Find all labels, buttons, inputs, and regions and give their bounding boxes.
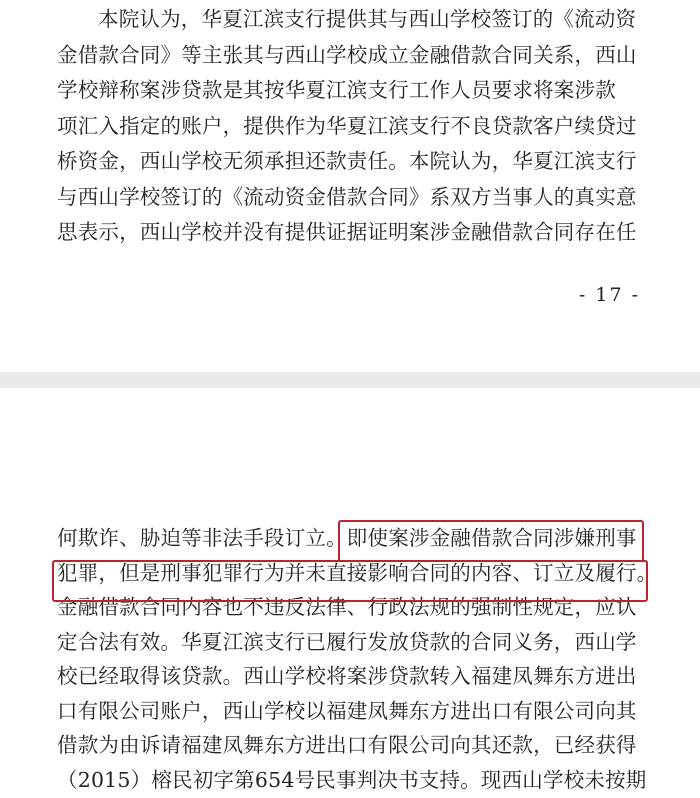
document-page-top bbox=[0, 0, 700, 372]
text-line: （2015）榕民初字第654号民事判决书支持。现西山学校未按期 bbox=[57, 767, 647, 792]
text-line: 金融借款合同内容也不违反法律、行政法规的强制性规定，应认 bbox=[57, 595, 637, 619]
text-line: 定合法有效。华夏江滨支行已履行发放贷款的合同义务，西山学 bbox=[57, 629, 637, 654]
text-line: 口有限公司账户，西山学校以福建凤舞东方进出口有限公司向其 bbox=[57, 698, 637, 723]
text-line: 思表示，西山学校并没有提供证据证明案涉金融借款合同存在任 bbox=[57, 220, 637, 244]
text-line: 金借款合同》等主张其与西山学校成立金融借款合同关系，西山 bbox=[57, 42, 637, 67]
text-line: 校已经取得该贷款。西山学校将案涉贷款转入福建凤舞东方进出 bbox=[57, 664, 637, 688]
text-line: 何欺诈、胁迫等非法手段订立。即使案涉金融借款合同涉嫌刑事 bbox=[57, 526, 637, 550]
page-number: - 17 - bbox=[578, 284, 640, 306]
text-line: 犯罪，但是刑事犯罪行为并未直接影响合同的内容、订立及履行。 bbox=[57, 560, 657, 585]
text-line: 借款为由诉请福建凤舞东方进出口有限公司向其还款，已经获得 bbox=[57, 733, 637, 757]
paragraph-bottom bbox=[57, 521, 657, 797]
text-line: 项汇入指定的账户，提供作为华夏江滨支行不良贷款客户续贷过 bbox=[57, 113, 637, 138]
text-line: 本院认为，华夏江滨支行提供其与西山学校签订的《流动资 bbox=[98, 7, 637, 31]
text-line: 桥资金，西山学校无须承担还款责任。本院认为，华夏江滨支行 bbox=[57, 149, 637, 173]
text-line: 与西山学校签订的《流动资金借款合同》系双方当事人的真实意 bbox=[57, 184, 637, 209]
page-divider bbox=[0, 372, 700, 388]
paragraph-top bbox=[57, 2, 657, 251]
text-line: 学校辩称案涉贷款是其按华夏江滨支行工作人员要求将案涉款 bbox=[57, 78, 616, 102]
